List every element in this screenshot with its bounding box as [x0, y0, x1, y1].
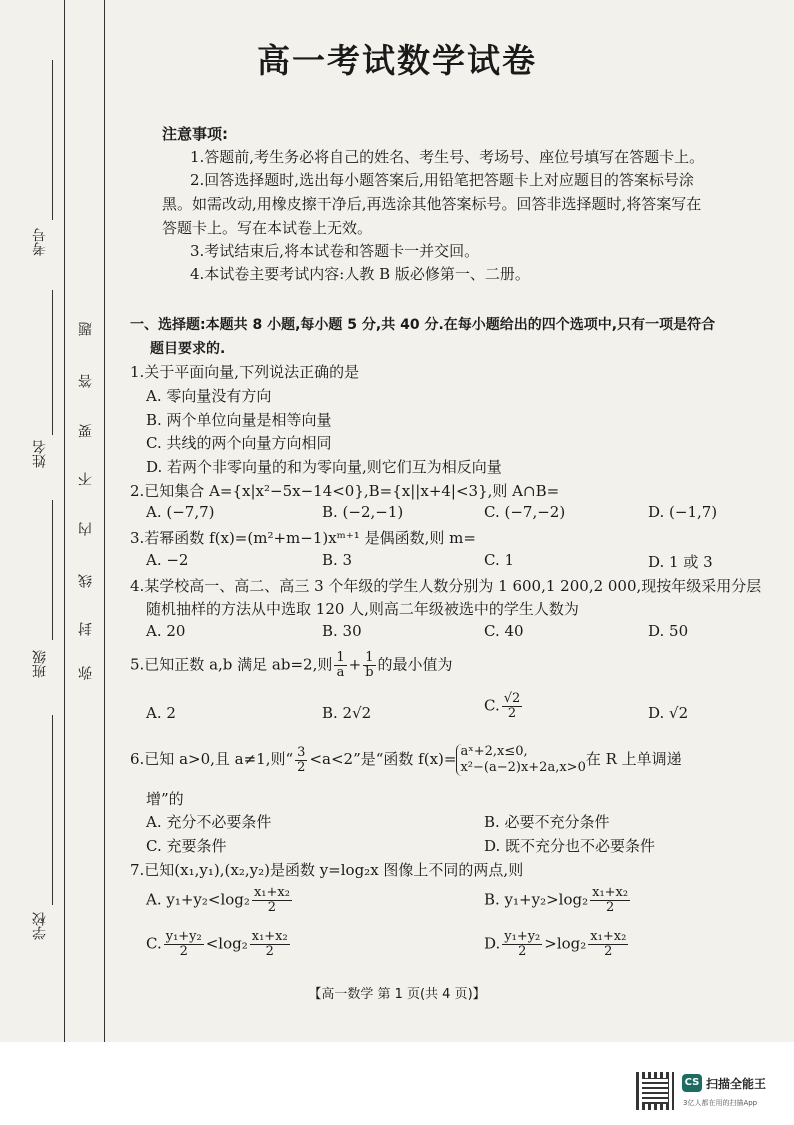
q5-option-d[interactable]: D. √2 — [648, 704, 689, 722]
q7-c-fraction-left — [164, 930, 204, 959]
notice-item: 3.考试结束后,将本试卷和答题卡一并交回。 — [190, 242, 480, 260]
name-field[interactable] — [52, 290, 53, 435]
q6-option-c[interactable]: C. 充要条件 — [146, 837, 227, 855]
q7-frac-den: 2 — [265, 944, 274, 959]
q7-option-c[interactable] — [146, 930, 292, 959]
q5-frac-num: 1 — [336, 650, 345, 665]
q7-a-text: A. y₁+y₂<log₂ — [146, 890, 250, 909]
q4-option-c[interactable]: C. 40 — [484, 622, 524, 640]
seal-char: 不 — [78, 472, 94, 486]
scanner-app-name: 扫描全能王 — [706, 1077, 767, 1091]
class-field[interactable] — [52, 500, 53, 640]
q7-frac-den: 2 — [605, 900, 615, 915]
binding-line — [104, 0, 105, 1042]
q1-option-b[interactable]: B. 两个单位向量是相等向量 — [146, 411, 332, 429]
q7-frac-num: x₁+x₂ — [253, 885, 290, 900]
seal-char: 弥 — [78, 666, 94, 680]
q7-frac-num: y₁+y₂ — [165, 929, 202, 944]
q7-c-label: C. — [146, 934, 162, 953]
q3-option-d[interactable]: D. 1 或 3 — [648, 553, 713, 571]
q7-frac-num: x₁+x₂ — [251, 929, 288, 944]
q7-frac-den: 2 — [179, 944, 188, 959]
seal-char: 线 — [78, 574, 94, 588]
q6-frac-den: 2 — [297, 759, 306, 775]
q6-option-b[interactable]: B. 必要不充分条件 — [484, 813, 610, 831]
q7-c-mid: <log₂ — [205, 934, 248, 953]
q7-frac-num: y₁+y₂ — [504, 929, 541, 944]
q2-option-c[interactable]: C. (−7,−2) — [484, 503, 566, 521]
notice-item: 4.本试卷主要考试内容:人教 B 版必修第一、二册。 — [190, 265, 530, 283]
seal-char: 封 — [78, 622, 94, 636]
notice-heading: 注意事项: — [162, 125, 228, 143]
school-label: 学校 — [32, 912, 48, 940]
q5-option-a[interactable]: A. 2 — [146, 704, 176, 722]
class-label: 班级 — [32, 650, 48, 678]
q4-option-b[interactable]: B. 30 — [322, 622, 362, 640]
q5-frac-den: a — [336, 665, 345, 680]
q6-option-d[interactable]: D. 既不充分也不必要条件 — [484, 837, 656, 855]
q7-d-fraction-left — [502, 930, 542, 959]
q1-option-a[interactable]: A. 零向量没有方向 — [146, 387, 272, 405]
q5-option-c-fraction — [502, 692, 523, 721]
q5-option-c[interactable] — [484, 692, 524, 721]
q5-option-b[interactable]: B. 2√2 — [322, 704, 372, 722]
q5-option-c-label: C. — [484, 696, 500, 715]
q7-option-d[interactable] — [484, 930, 630, 959]
question-2-stem: 2.已知集合 A={x|x²−5x−14<0},B={x||x+4|<3},则 A∩B= — [130, 482, 560, 500]
q6-stem-pre: 6.已知 a>0,且 a≠1,则“ — [130, 750, 294, 768]
q5-frac-num: 1 — [365, 650, 374, 665]
q7-option-b[interactable] — [484, 886, 632, 915]
q7-frac-num: x₁+x₂ — [590, 929, 627, 944]
q3-option-a[interactable]: A. −2 — [146, 551, 189, 569]
notice-item: 1.答题前,考生务必将自己的姓名、考生号、考场号、座位号填写在答题卡上。 — [190, 148, 705, 166]
q6-frac-num: 3 — [297, 744, 306, 760]
name-label: 姓名 — [32, 440, 48, 468]
q6-stem-mid: <a<2”是“函数 f(x)= — [309, 750, 457, 768]
q7-d-fraction-right — [588, 930, 628, 959]
q7-d-label: D. — [484, 934, 501, 953]
q6-fraction — [295, 746, 307, 775]
q2-option-b[interactable]: B. (−2,−1) — [322, 503, 404, 521]
scanner-app-tagline: 3亿人都在用的扫描App — [683, 1099, 758, 1107]
question-3-stem: 3.若幂函数 f(x)=(m²+m−1)xᵐ⁺¹ 是偶函数,则 m= — [130, 529, 476, 547]
q7-d-mid: >log₂ — [544, 934, 587, 953]
q5-fraction-a — [334, 651, 346, 680]
q7-option-a[interactable] — [146, 886, 294, 915]
q1-option-c[interactable]: C. 共线的两个向量方向相同 — [146, 434, 332, 452]
school-field[interactable] — [52, 715, 53, 905]
notice-item: 2.回答选择题时,选出每小题答案后,用铅笔把答题卡上对应题目的答案标号涂 — [190, 171, 694, 189]
q5-c-num: √2 — [503, 691, 521, 706]
camscanner-logo-icon: CS — [682, 1074, 702, 1092]
question-6-stem-cont: 增”的 — [146, 790, 184, 808]
q6-piece-2: x²−(a−2)x+2a,x>0 — [460, 760, 586, 775]
q2-option-d[interactable]: D. (−1,7) — [648, 503, 718, 521]
seal-char: 题 — [78, 322, 94, 336]
question-6-stem — [130, 744, 682, 776]
question-7-stem: 7.已知(x₁,y₁),(x₂,y₂)是函数 y=log₂x 图像上不同的两点,则 — [130, 861, 524, 879]
q5-plus: + — [348, 655, 362, 674]
q5-stem-pre: 5.已知正数 a,b 满足 ab=2,则 — [130, 655, 333, 674]
q5-c-den: 2 — [507, 706, 517, 721]
q4-option-a[interactable]: A. 20 — [146, 622, 186, 640]
q7-a-fraction — [252, 886, 292, 915]
binding-line — [64, 0, 65, 1042]
page-footer: 【高一数学 第 1 页(共 4 页)】 — [308, 987, 486, 1002]
q7-frac-den: 2 — [267, 900, 277, 915]
q5-stem-post: 的最小值为 — [377, 655, 453, 674]
q6-piecewise — [456, 744, 585, 776]
seal-char: 答 — [78, 374, 94, 388]
q7-b-text: B. y₁+y₂>log₂ — [484, 890, 589, 909]
q4-option-d[interactable]: D. 50 — [648, 622, 689, 640]
q1-option-d[interactable]: D. 若两个非零向量的和为零向量,则它们互为相反向量 — [146, 458, 502, 476]
question-5-stem — [130, 651, 453, 680]
q3-option-c[interactable]: C. 1 — [484, 551, 515, 569]
q7-frac-den: 2 — [518, 944, 527, 959]
q7-b-fraction — [590, 886, 630, 915]
exam-number-label: 考号 — [32, 228, 48, 256]
question-4-stem-cont: 随机抽样的方法从中选取 120 人,则高二年级被选中的学生人数为 — [146, 600, 579, 618]
question-1-stem: 1.关于平面向量,下列说法正确的是 — [130, 363, 360, 381]
exam-number-field[interactable] — [52, 60, 53, 220]
scanner-bar — [0, 1042, 794, 1125]
notice-item: 答题卡上。写在本试卷上无效。 — [162, 219, 373, 237]
notice-item: 黑。如需改动,用橡皮擦干净后,再选涂其他答案标号。回答非选择题时,将答案写在 — [162, 195, 702, 213]
q6-option-a[interactable]: A. 充分不必要条件 — [146, 813, 272, 831]
q7-c-fraction-right — [250, 930, 290, 959]
q7-frac-den: 2 — [604, 944, 613, 959]
q7-frac-num: x₁+x₂ — [592, 885, 629, 900]
seal-char: 要 — [78, 424, 94, 438]
seal-char: 内 — [78, 522, 94, 536]
q6-stem-post: 在 R 上单调递 — [585, 750, 682, 768]
q2-option-a[interactable]: A. (−7,7) — [146, 503, 215, 521]
qr-code-icon[interactable] — [636, 1072, 674, 1110]
q5-frac-den: b — [365, 665, 374, 680]
section-heading: 一、选择题:本题共 8 小题,每小题 5 分,共 40 分.在每小题给出的四个选项中,只有一项是符合 — [130, 317, 716, 333]
q6-piece-1: aˣ+2,x≤0, — [460, 744, 528, 759]
q5-fraction-b — [363, 651, 375, 680]
page-title: 高一考试数学试卷 — [257, 41, 537, 80]
question-4-stem: 4.某学校高一、高二、高三 3 个年级的学生人数分别为 1 600,1 200,2 000,现按年级采用分层 — [130, 577, 762, 595]
section-heading-cont: 题目要求的. — [150, 341, 226, 357]
q3-option-b[interactable]: B. 3 — [322, 551, 353, 569]
